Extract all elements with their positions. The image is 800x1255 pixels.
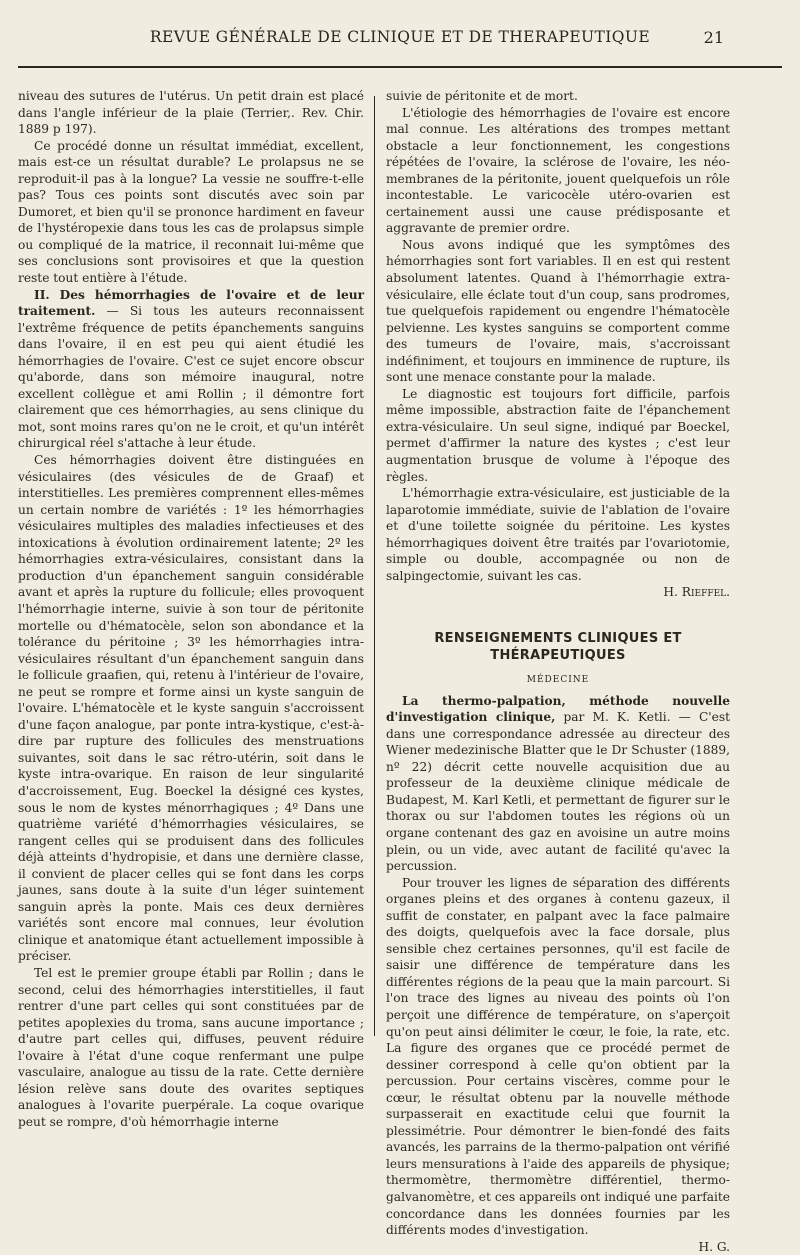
paragraph: L'étiologie des hémorrhagies de l'ovaire est encore mal connue. Les altérations des trompes mettant obstacle a leur fonctionnement, les congestions répétées de l'ovaire, la sclérose de l'ovaire, les néo-membranes de la péritonite, jouent quelquefois un rôle incontestable. Le varicocèle utéro-ovarien est certainement aussi une cause prédisposante et aggravante de premier ordre. xyxy=(386,105,730,236)
column-divider xyxy=(374,96,375,1036)
page-number: 21 xyxy=(703,28,724,47)
section-title: II. Des hémorrhagies de l'ovaire et de leur traitement. xyxy=(18,287,364,319)
paragraph xyxy=(386,693,730,875)
page-header xyxy=(18,28,782,56)
paragraph-text: par M. K. Ketli. — C'est dans une correspondance adressée au directeur des Wiener medezinische Blatter que le Dr Schuster (1889, nº 22) décrit cette nouvelle acquisition due au professeur de la deuxième clinique médicale de Budapest, M. Karl Ketli, et permettant de figurer sur le thorax ou sur l'abdomen toutes les régions où un organe contenant des gaz en avoisine un autre moins plein, ou un vide, avec autant de facilité qu'avec la percussion. xyxy=(386,710,730,874)
article-title: La thermo-palpation, méthode nouvelle d'investigation clinique, xyxy=(386,693,730,725)
running-title: REVUE GÉNÉRALE DE CLINIQUE ET DE THERAPEUTIQUE xyxy=(149,28,651,46)
signature-line xyxy=(386,584,730,601)
author-signature: H. Rieffel. xyxy=(663,585,730,600)
section-heading: RENSEIGNEMENTS CLINIQUES ET THÉRAPEUTIQUES xyxy=(434,630,682,663)
paragraph: Tel est le premier groupe établi par Rollin ; dans le second, celui des hémorrhagies interstitielles, il faut rentrer d'une part celles qui sont constituées par de petites apoplexies du troma, sans aucune importance ; d'autre part celles qui, diffuses, peuvent réduire l'ovaire à l'état d'une coque renfermant une pulpe vasculaire, analogue au tissu de la rate. Cette dernière lésion relève sans doute des ovarites septiques analogues à l'ovarite puerpérale. La coque ovarique peut se rompre, d'où hémorrhagie interne xyxy=(18,965,364,1129)
right-column xyxy=(386,88,730,1255)
paragraph-text: — Si tous les auteurs reconnaissent l'extrême fréquence de petits épanchements sanguins dans l'ovaire, il en est peu qui aient étudié les hémorrhagies de l'ovaire. C'est ce sujet encore obscur qu'aborde, dans son mémoire inaugural, notre excellent collègue et ami Rollin ; il démontre fort clairement que ces hémorrhagies, au sens clinique du mot, sont moins rares qu'on ne le croit, et qu'un intérêt chirurgical réel s'attache à leur étude. xyxy=(18,304,364,451)
signature-line xyxy=(386,1239,730,1255)
left-column xyxy=(18,88,364,1130)
paragraph: niveau des sutures de l'utérus. Un petit drain est placé dans l'angle inférieur de la plaie (Terrier,. Rev. Chir. 1889 p 197). xyxy=(18,89,364,137)
paragraph: suivie de péritonite et de mort. xyxy=(386,89,578,103)
paragraph xyxy=(18,287,364,452)
header-rule xyxy=(18,66,782,68)
paragraph: L'hémorrhagie extra-vésiculaire, est justiciable de la laparotomie immédiate, suivie de l'ablation de l'ovaire et d'une toilette soignée du péritoine. Les kystes hémorrhagiques doivent être traités par l'ovariotomie, simple ou double, accompagnée ou non de salpingectomie, suivant les cas. xyxy=(386,486,730,583)
paragraph: Pour trouver les lignes de séparation des différents organes pleins et des organes à contenu gazeux, il suffit de constater, en palpant avec la face palmaire des doigts, quelquefois avec la face dorsale, plus sensible chez certaines personnes, qu'il est facile de saisir une différence de température dans les différentes régions de la peau que la main parcourt. Si l'on trace des lignes au niveau des points où l'on perçoit une différence de température, on s'aperçoit qu'on peut ainsi délimiter le cœur, le foie, la rate, etc. La figure des organes que ce procédé permet de dessiner correspond à celle qu'on obtient par la percussion. Pour certains viscères, comme pour le cœur, le résultat obtenu par la nouvelle méthode surpasserait en exactitude celui que fournit la plessimétrie. Pour démontrer le bien-fondé des faits avancés, les parrains de la thermo-palpation ont vérifié leurs mensurations à l'aide des appareils de physique; thermomètre, thermomètre différentiel, thermo-galvanomètre, et ces appareils ont indiqué une parfaite concordance dans les données fournies par les différents modes d'investigation. xyxy=(386,875,730,1238)
paragraph: Ces hémorrhagies doivent être distinguées en vésiculaires (des vésicules de de Graaf) et interstitielles. Les premières comprennent elles-mêmes un certain nombre de variétés : 1º les hémorrhagies vésiculaires multiples des maladies infectieuses et des intoxications à évolution ordinairement latente; 2º les hémorrhagies extra-vésiculaires, consistant dans la production d'un épanchement sanguin considérable avant et après la rupture du follicule; elles provoquent l'hémorrhagie interne, suivie à son tour de péritonite mortelle ou d'hématocèle, selon son abondance et la tolérance du péritoine ; 3º les hémorrhagies intra-vésiculaires résultant d'un épanchement sanguin dans le follicule graafien, qui, retenu à l'intérieur de l'ovaire, ne peut se rompre et forme ainsi un kyste sanguin de l'ovaire. L'hématocèle et le kyste sanguin s'accroissent d'une façon analogue, par ponte intra-kystique, c'est-à-dire par rupture des follicules des menstruations suivantes, soit dans le sac rétro-utérin, soit dans le kyste intra-ovarique. En raison de leur singularité d'accroissement, Eug. Boeckel la désigné ces kystes, sous le nom de kystes ménorrhagiques ; 4º Dans une quatrième variété d'hémorrhagies vésiculaires, se rangent celles qui se produisent dans des follicules déjà atteints d'hydropisie, et dans une dernière classe, il convient de placer celles qui se font dans les corps jaunes, sans doute à la suite d'un léger suintement sanguin après la ponte. Mais ces deux dernières variétés sont encore mal connues, leur évolution clinique et anatomique étant actuellement impossible à préciser. xyxy=(18,453,364,964)
subsection-heading: MÉDECINE xyxy=(526,675,590,686)
author-signature: H. G. xyxy=(698,1239,730,1254)
paragraph: Ce procédé donne un résultat immédiat, excellent, mais est-ce un résultat durable? Le prolapsus ne se reproduit-il pas à la longue? La vessie ne souffre-t-elle pas? Tous ces points sont discutés avec soin par Dumoret, et bien qu'il se prononce hardiment en faveur de l'hystéropexie dans tous les cas de prolapsus simple ou compliqué de la matrice, il reconnait lui-même que ses conclusions sont provisoires et que la question reste tout entière à l'étude. xyxy=(18,138,364,286)
paragraph: Nous avons indiqué que les symptômes des hémorrhagies sont fort variables. Il en est qui restent absolument latentes. Quand à l'hémorrhagie extra-vésiculaire, elle éclate tout d'un coup, sans prodromes, tue quelquefois rapidement ou engendre l'hématocèle pelvienne. Les kystes sanguins se comportent comme des tumeurs de l'ovaire, mais, s'accroissant indéfiniment, et toujours en imminence de rupture, ils sont une menace constante pour la malade. xyxy=(386,237,730,385)
paragraph: Le diagnostic est toujours fort difficile, parfois même impossible, abstraction faite de l'épanchement extra-vésiculaire. Un seul signe, indiqué par Boeckel, permet d'affirmer la nature des kystes ; c'est leur augmentation brusque de volume à l'époque des règles. xyxy=(386,386,730,484)
